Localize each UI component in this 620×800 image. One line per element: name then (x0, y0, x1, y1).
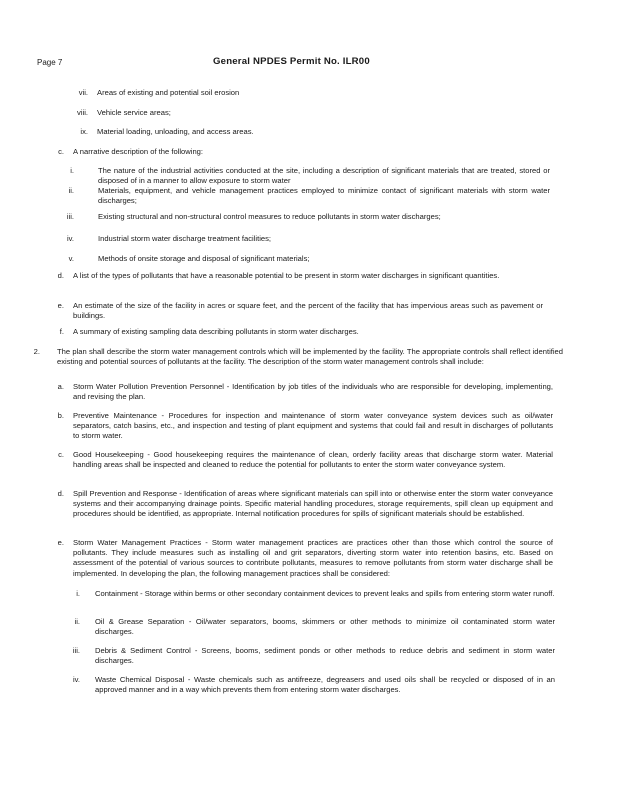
list-marker: iii. (72, 646, 80, 655)
list-item: Storm Water Management Practices - Storm water management practices are practices other than those which control the source of pollutants. They include measures such as installing oil and grit separators, diverting storm water into retention basins, etc. Based on assessment of the potential of various sources to contribute pollutants, measures to remove pollutants from storm water discharge shall be implemented. In developing the plan, the following management practices shall be considered: (73, 538, 553, 578)
list-marker: d. (57, 271, 64, 280)
list-marker: iv. (72, 675, 80, 684)
list-marker: i. (70, 166, 74, 175)
list-marker: a. (57, 382, 64, 391)
list-marker: i. (76, 589, 80, 598)
list-marker: v. (68, 254, 74, 263)
list-item: Containment - Storage within berms or other secondary containment devices to prevent leaks and spills from entering storm water runoff. (95, 589, 555, 598)
list-marker: viii. (77, 108, 88, 117)
section-paragraph: The plan shall describe the storm water management controls which will be implemented by the facility. The appropriate controls shall reflect identified existing and potential sources of pollutants at the facility. The description of the storm water management controls shall include: (57, 347, 563, 367)
list-item: Storm Water Pollution Prevention Personnel - Identification by job titles of the individuals who are responsible for developing, implementing, and revising the plan. (73, 382, 553, 402)
list-item: Areas of existing and potential soil erosion (97, 88, 240, 97)
list-item: Good Housekeeping - Good housekeeping requires the maintenance of clean, orderly facility areas that discharge storm water. Material handling areas shall be inspected and cleaned to reduce the potential for pollutants to enter the storm water conveyance system. (73, 450, 553, 470)
list-marker: e. (57, 301, 64, 310)
list-marker: ii. (74, 617, 80, 626)
list-item: Industrial storm water discharge treatment facilities; (98, 234, 272, 243)
page-title: General NPDES Permit No. ILR00 (213, 56, 370, 67)
list-item: Methods of onsite storage and disposal of significant materials; (98, 254, 310, 263)
list-marker: d. (57, 489, 64, 498)
list-item: Spill Prevention and Response - Identification of areas where significant materials can spill into or otherwise enter the storm water conveyance systems and their accompanying drainage points. Specific material handling procedures, storage requirements, spill clean up equipment and procedures should be identified, as appropriate. Internal notification procedures for spills of significant materials should be established. (73, 489, 553, 519)
list-item: An estimate of the size of the facility in acres or square feet, and the percent of the facility that has impervious areas such as pavement or buildings. (73, 301, 543, 321)
list-marker: f. (59, 327, 64, 336)
list-item: A summary of existing sampling data describing pollutants in storm water discharges. (73, 327, 359, 336)
list-item: Vehicle service areas; (97, 108, 171, 117)
list-marker: b. (57, 411, 64, 420)
section-heading: A narrative description of the following: (73, 147, 204, 156)
list-item: Materials, equipment, and vehicle management practices employed to minimize contact of significant materials with storm water discharges; (98, 186, 550, 206)
list-marker: iii. (66, 212, 74, 221)
list-marker: c. (58, 450, 64, 459)
list-marker: vii. (78, 88, 88, 97)
list-marker: ix. (80, 127, 88, 136)
list-item: Material loading, unloading, and access areas. (97, 127, 254, 136)
list-marker: 2. (33, 347, 40, 356)
list-item: Waste Chemical Disposal - Waste chemicals such as antifreeze, degreasers and used oils shall be recycled or disposed of in an approved manner and in a way which prevents them from entering storm water discharges. (95, 675, 555, 695)
list-marker: e. (57, 538, 64, 547)
list-item: Existing structural and non-structural control measures to reduce pollutants in storm water discharges; (98, 212, 441, 221)
list-item: Preventive Maintenance - Procedures for inspection and maintenance of storm water conveyance system devices such as oil/water separators, catch basins, etc., and inspection and testing of plant equipment and systems that could fail and result in discharges of pollutants to storm water. (73, 411, 553, 441)
list-item: Oil & Grease Separation - Oil/water separators, booms, skimmers or other methods to minimize oil contaminated storm water discharges. (95, 617, 555, 637)
list-marker: iv. (66, 234, 74, 243)
page-number: Page 7 (37, 58, 63, 67)
list-item: The nature of the industrial activities conducted at the site, including a description of significant materials that are treated, stored or disposed of in a manner to allow exposure to storm water (98, 166, 550, 186)
list-marker: ii. (68, 186, 74, 195)
list-item: A list of the types of pollutants that have a reasonable potential to be present in storm water discharges in significant quantities. (73, 271, 500, 280)
list-item: Debris & Sediment Control - Screens, booms, sediment ponds or other methods to reduce debris and sediment in storm water discharges. (95, 646, 555, 666)
list-marker: c. (58, 147, 64, 156)
